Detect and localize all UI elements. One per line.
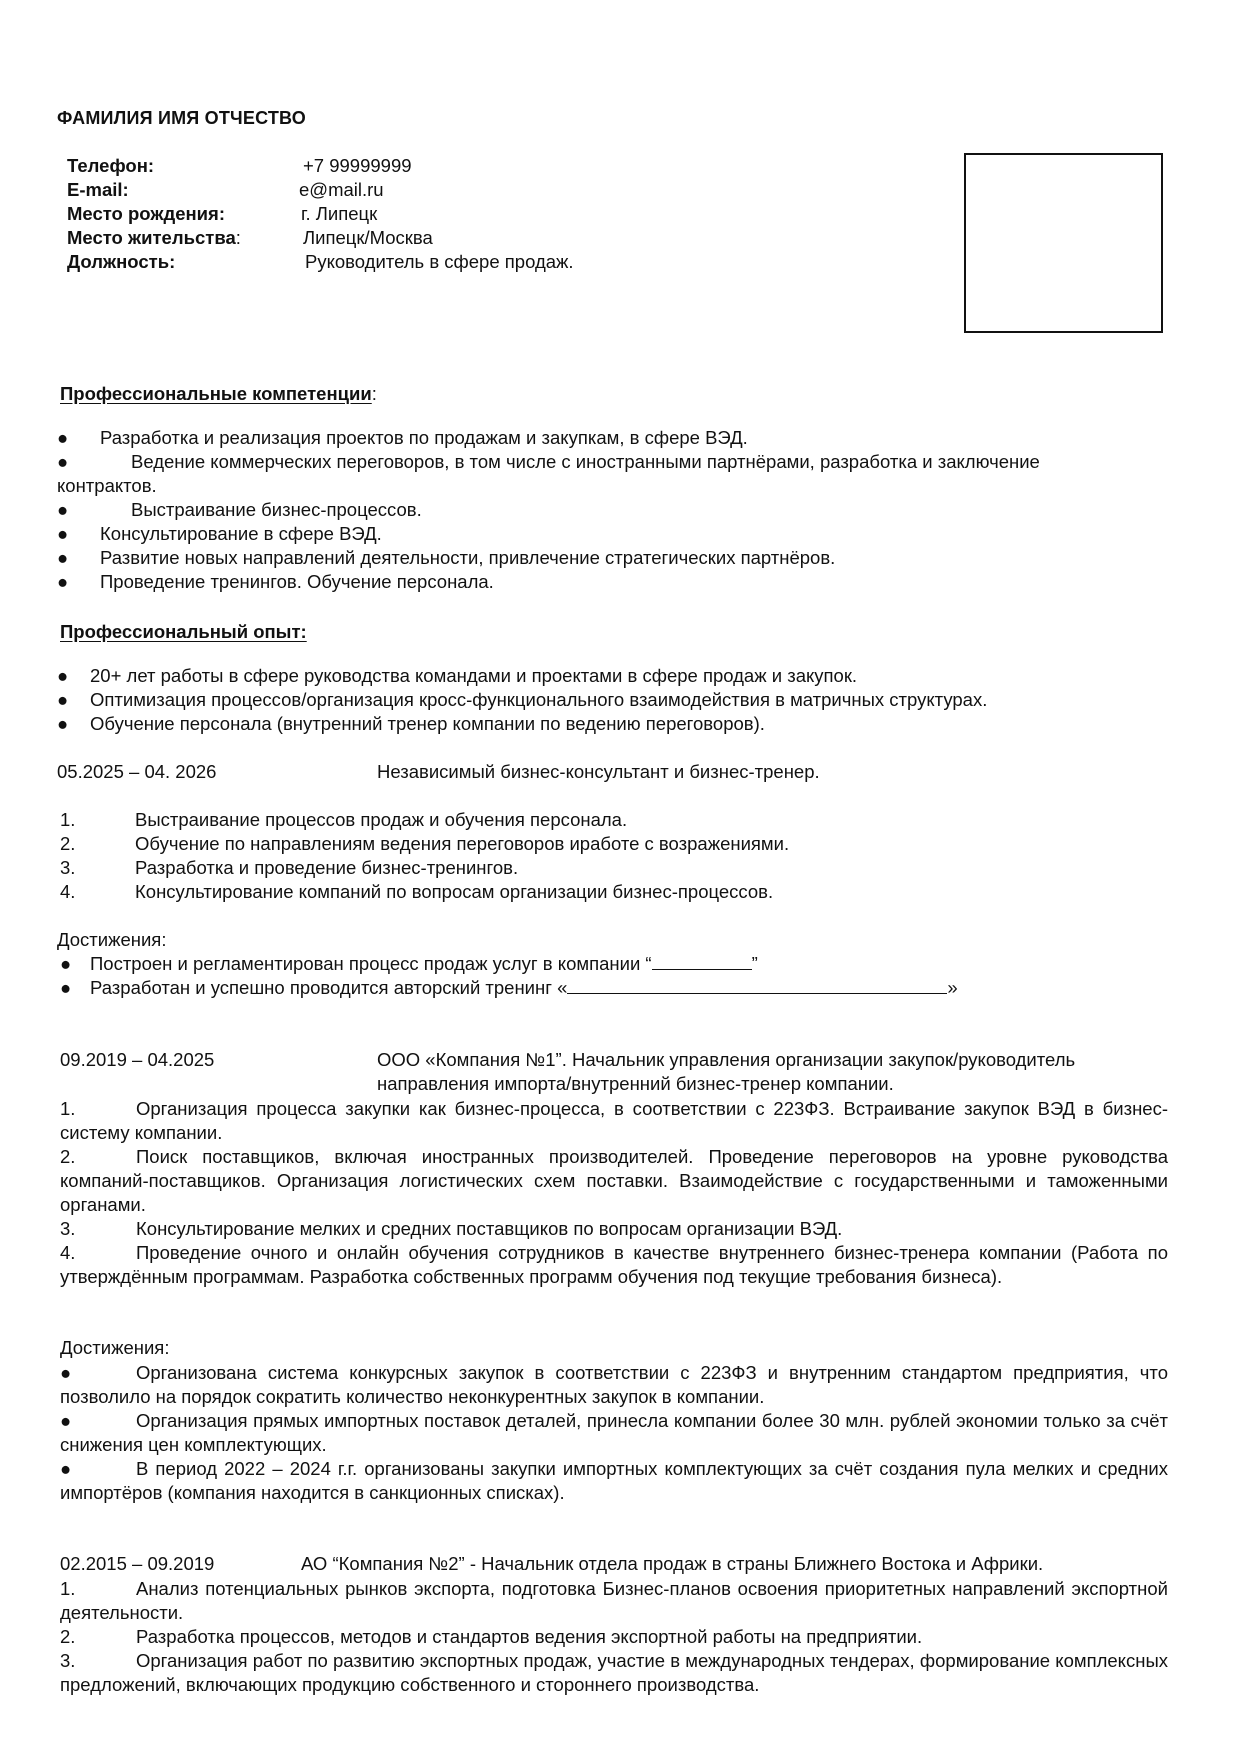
job3-duty-text-1: Анализ потенциальных рынков экспорта, подготовка Бизнес-планов освоения приоритетных направлений экспортной деятельности.: [60, 1578, 1168, 1623]
job1-achievement-1: [90, 953, 758, 975]
position-label: Должность:: [67, 251, 176, 272]
phone-label: Телефон:: [67, 155, 155, 176]
competency-bullet-2: ●: [57, 451, 69, 472]
competency-item-1: Разработка и реализация проектов по продажам и закупкам, в сфере ВЭД.: [100, 427, 748, 448]
job1-achievement-2-close: »: [947, 977, 958, 998]
job1-duty-1: Выстраивание процессов продаж и обучения персонала.: [135, 809, 628, 830]
job2-achievement-1: [60, 1361, 1168, 1409]
job1-achievement-1-text: Построен и регламентирован процесс продаж услуг в компании “: [90, 953, 652, 974]
experience-item-2: Оптимизация процессов/организация кросс-функционального взаимодействия в матричных структурах.: [90, 689, 988, 710]
job1-duty-2: Обучение по направлениям ведения переговоров иработе с возражениями.: [135, 833, 790, 854]
job2-ach-bullet-3: ●: [60, 1458, 72, 1479]
job1-achievement-2: [90, 977, 958, 999]
job2-duty-text-3: Консультирование мелких и средних поставщиков по вопросам организации ВЭД.: [136, 1218, 843, 1239]
job1-ach-bullet-2: ●: [60, 977, 72, 998]
competency-bullet-3: ●: [57, 499, 69, 520]
competency-bullet-1: ●: [57, 427, 69, 448]
job2-duty-3: [60, 1217, 1168, 1241]
competency-item-2-cont: контрактов.: [57, 475, 157, 496]
job1-ach-bullet-1: ●: [60, 953, 72, 974]
job2-duty-text-2: Поиск поставщиков, включая иностранных производителей. Проведение переговоров на уровне руководства компаний-поставщиков. Организация логистических схем поставки. Взаимодействие с государственными и таможенными органами.: [60, 1146, 1168, 1215]
job2-achievement-2: [60, 1409, 1168, 1457]
phone-value: +7 99999999: [303, 155, 412, 176]
job2-title-line2: направления импорта/внутренний бизнес-тренер компании.: [377, 1073, 894, 1094]
job3-duty-2: [60, 1625, 1168, 1649]
job2-duty-num-3: 3.: [60, 1218, 76, 1239]
job2-achievement-3: [60, 1457, 1168, 1505]
job2-ach-bullet-2: ●: [60, 1410, 72, 1431]
email-label: E-mail:: [67, 179, 129, 200]
job3-duty-num-1: 1.: [60, 1578, 76, 1599]
job1-duty-3: Разработка и проведение бизнес-тренингов.: [135, 857, 519, 878]
job1-duty-num-2: 2.: [60, 833, 76, 854]
job1-achievements-label: Достижения:: [57, 929, 167, 950]
job1-title: Независимый бизнес-консультант и бизнес-тренер.: [377, 761, 820, 782]
experience-item-1: 20+ лет работы в сфере руководства командами и проектами в сфере продаж и закупок.: [90, 665, 858, 686]
job3-duty-3: [60, 1649, 1168, 1697]
competency-item-5: Развитие новых направлений деятельности, привлечение стратегических партнёров.: [100, 547, 836, 568]
job2-duty-num-1: 1.: [60, 1098, 76, 1119]
email-value: e@mail.ru: [299, 179, 384, 200]
job2-achievements-label: Достижения:: [60, 1337, 170, 1358]
job2-duty-num-4: 4.: [60, 1242, 76, 1263]
company-name-blank: [652, 954, 752, 970]
job2-duty-2: [60, 1145, 1168, 1217]
job2-duty-4: [60, 1241, 1168, 1289]
birthplace-label: Место рождения:: [67, 203, 226, 224]
job1-duty-num-4: 4.: [60, 881, 76, 902]
job2-achievement-text-3: В период 2022 – 2024 г.г. организованы закупки импортных комплектующих за счёт создания пула мелких и средних импортёров (компания находится в санкционных списках).: [60, 1458, 1168, 1503]
experience-bullet-2: ●: [57, 689, 69, 710]
job1-achievement-1-close: ”: [751, 953, 758, 974]
birthplace-value: г. Липецк: [301, 203, 378, 224]
job3-duty-text-3: Организация работ по развитию экспортных продаж, участие в международных тендерах, формирование комплексных предложений, включающих продукцию собственного и стороннего производства.: [60, 1650, 1168, 1695]
job3-title: АО “Компания №2” - Начальник отдела продаж в страны Ближнего Востока и Африки.: [301, 1553, 1044, 1574]
job1-period: 05.2025 – 04. 2026: [57, 761, 217, 782]
training-name-blank: [567, 978, 947, 994]
job2-achievement-text-1: Организована система конкурсных закупок в соответствии с 223ФЗ и внутренним стандартом предприятия, что позволило на порядок сократить количество неконкурентных закупок в компании.: [60, 1362, 1168, 1407]
competency-item-4: Консультирование в сфере ВЭД.: [100, 523, 382, 544]
job3-duty-1: [60, 1577, 1168, 1625]
job1-duty-num-3: 3.: [60, 857, 76, 878]
job3-duty-num-3: 3.: [60, 1650, 76, 1671]
experience-bullet-1: ●: [57, 665, 69, 686]
job1-achievement-2-text: Разработан и успешно проводится авторский тренинг «: [90, 977, 568, 998]
job2-duty-1: [60, 1097, 1168, 1145]
job2-duty-text-4: Проведение очного и онлайн обучения сотрудников в качестве внутреннего бизнес-тренера компании (Работа по утверждённым программам. Разработка собственных программ обучения под текущие требования бизнеса).: [60, 1242, 1168, 1287]
job2-ach-bullet-1: ●: [60, 1362, 72, 1383]
competency-item-6: Проведение тренингов. Обучение персонала.: [100, 571, 494, 592]
residence-label-colon: :: [235, 227, 241, 248]
job1-duty-num-1: 1.: [60, 809, 76, 830]
job1-duty-4: Консультирование компаний по вопросам организации бизнес-процессов.: [135, 881, 774, 902]
competency-item-2: Ведение коммерческих переговоров, в том числе с иностранными партнёрами, разработка и заключение: [131, 451, 1040, 472]
job2-achievement-text-2: Организация прямых импортных поставок деталей, принесла компании более 30 млн. рублей экономии только за счёт снижения цен комплектующих.: [60, 1410, 1168, 1455]
job2-duty-num-2: 2.: [60, 1146, 76, 1167]
competencies-title-colon: :: [371, 383, 377, 404]
position-value: Руководитель в сфере продаж.: [305, 251, 574, 272]
competency-bullet-4: ●: [57, 523, 69, 544]
job3-duty-num-2: 2.: [60, 1626, 76, 1647]
competency-item-3: Выстраивание бизнес-процессов.: [131, 499, 422, 520]
residence-label-wrap: [67, 227, 241, 249]
job3-duty-text-2: Разработка процессов, методов и стандартов ведения экспортной работы на предприятии.: [136, 1626, 923, 1647]
residence-value: Липецк/Москва: [303, 227, 433, 248]
competency-bullet-5: ●: [57, 547, 69, 568]
job3-period: 02.2015 – 09.2019: [60, 1553, 215, 1574]
job2-period: 09.2019 – 04.2025: [60, 1049, 215, 1070]
competencies-title-text: Профессиональные компетенции: [60, 383, 372, 404]
residence-label: Место жительства: [67, 227, 236, 248]
competencies-title: [60, 383, 377, 405]
job2-duty-text-1: Организация процесса закупки как бизнес-процесса, в соответствии с 223ФЗ. Встраивание закупок ВЭД в бизнес-систему компании.: [60, 1098, 1168, 1143]
experience-title: Профессиональный опыт:: [60, 621, 307, 642]
photo-placeholder: [964, 153, 1163, 333]
experience-item-3: Обучение персонала (внутренний тренер компании по ведению переговоров).: [90, 713, 765, 734]
job2-title-line1: ООО «Компания №1”. Начальник управления организации закупок/руководитель: [377, 1049, 1076, 1070]
full-name: ФАМИЛИЯ ИМЯ ОТЧЕСТВО: [57, 108, 306, 128]
competency-bullet-6: ●: [57, 571, 69, 592]
experience-bullet-3: ●: [57, 713, 69, 734]
